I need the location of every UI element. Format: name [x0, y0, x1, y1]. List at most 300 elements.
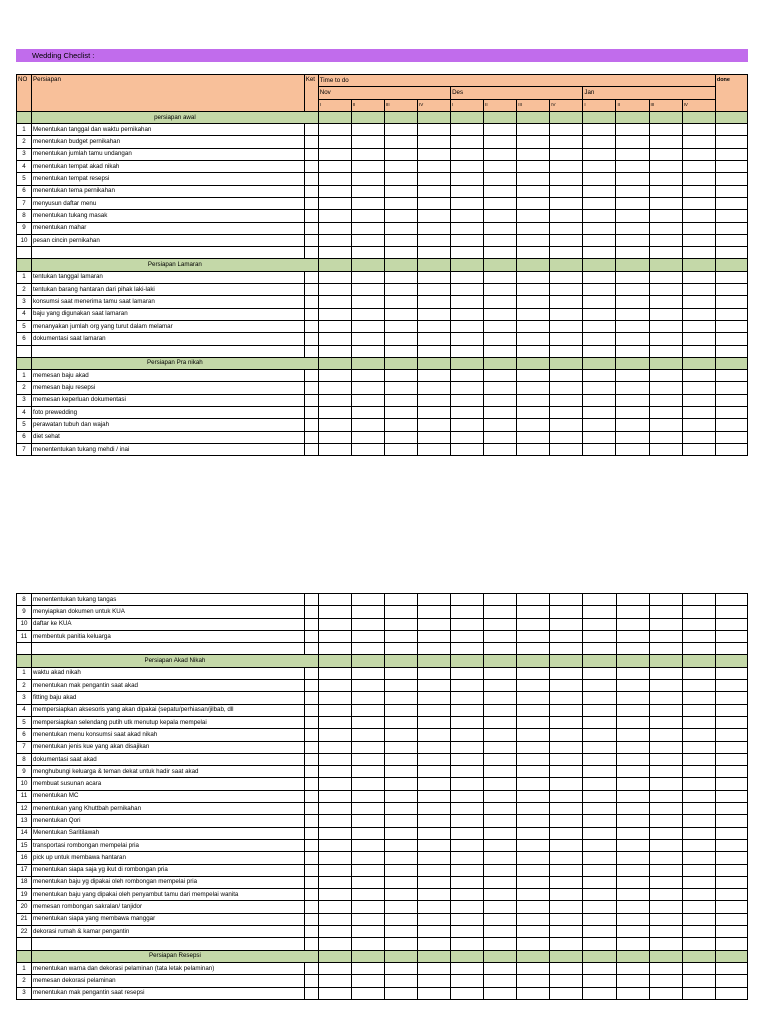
task-week-cell — [517, 778, 550, 790]
task-week-cell — [384, 643, 417, 655]
task-week-cell — [351, 333, 384, 345]
task-week-cell — [418, 975, 451, 987]
task-row — [17, 729, 748, 741]
task-week-cell — [517, 222, 550, 234]
task-row — [17, 630, 748, 642]
task-week-cell — [649, 975, 682, 987]
task-week-cell — [550, 173, 583, 185]
task-text: foto prewedding — [32, 407, 305, 419]
task-week-cell — [616, 889, 649, 901]
task-week-cell — [484, 185, 517, 197]
task-week-cell — [451, 852, 484, 864]
task-row — [17, 370, 748, 382]
task-week-cell — [583, 320, 616, 332]
task-number: 6 — [17, 185, 32, 197]
task-week-cell — [682, 394, 715, 406]
task-week-cell — [484, 308, 517, 320]
task-row — [17, 766, 748, 778]
task-week-cell — [351, 618, 384, 630]
section-cell — [517, 111, 550, 123]
task-row — [17, 803, 748, 815]
task-week-cell — [649, 667, 682, 679]
task-week-cell — [616, 594, 649, 606]
task-text: baju yang digunakan saat lamaran — [32, 308, 305, 320]
task-week-cell — [616, 296, 649, 308]
task-week-cell — [384, 630, 417, 642]
header-week: I — [451, 99, 484, 111]
task-week-cell — [351, 803, 384, 815]
task-week-cell — [484, 692, 517, 704]
task-week-cell — [550, 630, 583, 642]
task-week-cell — [517, 680, 550, 692]
task-week-cell — [384, 320, 417, 332]
task-done-cell — [715, 864, 747, 876]
task-week-cell — [318, 197, 351, 209]
task-week-cell — [351, 815, 384, 827]
task-row — [17, 210, 748, 222]
task-week-cell — [318, 975, 351, 987]
task-week-cell — [384, 766, 417, 778]
task-week-cell — [384, 161, 417, 173]
task-text: konsumsi saat menerima tamu saat lamaran — [32, 296, 305, 308]
task-number: 10 — [17, 234, 32, 246]
task-done-cell — [715, 827, 747, 839]
task-week-cell — [451, 394, 484, 406]
task-week-cell — [682, 729, 715, 741]
task-week-cell — [682, 913, 715, 925]
section-cell — [451, 655, 484, 667]
task-week-cell — [583, 962, 616, 974]
task-week-cell — [583, 753, 616, 765]
task-week-cell — [384, 876, 417, 888]
task-week-cell — [384, 606, 417, 618]
task-week-cell — [484, 680, 517, 692]
task-row — [17, 443, 748, 455]
task-ket-cell — [304, 407, 318, 419]
task-week-cell — [451, 864, 484, 876]
task-week-cell — [484, 333, 517, 345]
section-cell — [384, 950, 417, 962]
task-week-cell — [451, 913, 484, 925]
task-text: memesan dekorasi pelaminan — [32, 975, 305, 987]
task-number: 7 — [17, 443, 32, 455]
task-week-cell — [682, 234, 715, 246]
task-row — [17, 901, 748, 913]
task-week-cell — [583, 419, 616, 431]
task-week-cell — [417, 185, 450, 197]
task-done-cell — [715, 962, 747, 974]
task-week-cell — [649, 753, 682, 765]
task-week-cell — [517, 407, 550, 419]
task-week-cell — [517, 766, 550, 778]
task-week-cell — [484, 284, 517, 296]
task-week-cell — [318, 852, 351, 864]
task-week-cell — [351, 431, 384, 443]
task-week-cell — [682, 901, 715, 913]
task-ket-cell — [304, 333, 318, 345]
task-number: 1 — [17, 124, 32, 136]
task-week-cell — [318, 271, 351, 283]
task-week-cell — [583, 643, 616, 655]
task-week-cell — [318, 370, 351, 382]
task-week-cell — [484, 345, 517, 357]
task-week-cell — [318, 803, 351, 815]
task-week-cell — [616, 271, 649, 283]
task-week-cell — [418, 704, 451, 716]
task-week-cell — [318, 938, 351, 950]
task-week-cell — [649, 962, 682, 974]
task-row — [17, 827, 748, 839]
task-ket-cell — [304, 729, 318, 741]
task-week-cell — [417, 308, 450, 320]
task-done-cell — [715, 741, 747, 753]
task-week-cell — [351, 594, 384, 606]
task-week-cell — [550, 987, 583, 999]
task-week-cell — [351, 222, 384, 234]
task-week-cell — [318, 913, 351, 925]
task-week-cell — [583, 431, 616, 443]
task-week-cell — [616, 766, 649, 778]
task-week-cell — [484, 148, 517, 160]
task-number: 8 — [17, 594, 32, 606]
task-ket-cell — [304, 864, 318, 876]
task-week-cell — [318, 962, 351, 974]
task-week-cell — [318, 594, 351, 606]
task-number: 8 — [17, 210, 32, 222]
task-week-cell — [484, 864, 517, 876]
task-week-cell — [484, 161, 517, 173]
task-week-cell — [351, 839, 384, 851]
task-week-cell — [616, 913, 649, 925]
title-bar — [16, 49, 748, 62]
section-no-cell — [17, 259, 32, 271]
task-week-cell — [616, 815, 649, 827]
section-cell — [583, 950, 616, 962]
task-number: 3 — [17, 692, 32, 704]
task-week-cell — [451, 938, 484, 950]
task-ket-cell — [304, 606, 318, 618]
task-week-cell — [682, 284, 715, 296]
task-week-cell — [517, 419, 550, 431]
task-week-cell — [517, 345, 550, 357]
section-cell — [649, 111, 682, 123]
task-week-cell — [682, 370, 715, 382]
task-week-cell — [550, 271, 583, 283]
sheet-title: Wedding Checlist : — [32, 51, 95, 60]
task-week-cell — [417, 124, 450, 136]
task-done-cell — [715, 234, 747, 246]
task-text: membuat susunan acara — [32, 778, 305, 790]
task-week-cell — [649, 889, 682, 901]
task-week-cell — [484, 407, 517, 419]
task-week-cell — [451, 667, 484, 679]
task-ket-cell — [304, 827, 318, 839]
task-week-cell — [550, 729, 583, 741]
task-week-cell — [583, 247, 616, 259]
task-week-cell — [616, 419, 649, 431]
task-week-cell — [451, 987, 484, 999]
task-week-cell — [318, 667, 351, 679]
task-week-cell — [550, 394, 583, 406]
task-text: menentukan jumlah tamu undangan — [32, 148, 305, 160]
section-cell — [682, 655, 715, 667]
task-row — [17, 962, 748, 974]
task-week-cell — [318, 284, 351, 296]
task-done-cell — [715, 778, 747, 790]
task-week-cell — [583, 594, 616, 606]
task-number: 9 — [17, 766, 32, 778]
section-cell — [384, 655, 417, 667]
task-number — [17, 938, 32, 950]
task-week-cell — [550, 345, 583, 357]
task-week-cell — [484, 815, 517, 827]
task-week-cell — [649, 692, 682, 704]
task-week-cell — [417, 247, 450, 259]
task-week-cell — [682, 766, 715, 778]
header-month: Nov — [318, 87, 450, 99]
task-week-cell — [517, 333, 550, 345]
task-text: mempersiapkan aksesoris yang akan dipakai (sepatu/perhiasan/jilbab, dll — [32, 704, 305, 716]
checklist-table-page-2 — [16, 593, 748, 1000]
task-week-cell — [484, 889, 517, 901]
section-cell — [517, 259, 550, 271]
header-week: III — [384, 99, 417, 111]
task-week-cell — [351, 975, 384, 987]
task-week-cell — [418, 766, 451, 778]
task-week-cell — [384, 197, 417, 209]
task-week-cell — [649, 271, 682, 283]
task-done-cell — [715, 876, 747, 888]
task-week-cell — [550, 296, 583, 308]
task-week-cell — [550, 716, 583, 728]
task-text: menentukan mak pengantin saat resepsi — [32, 987, 305, 999]
task-row — [17, 382, 748, 394]
task-week-cell — [384, 741, 417, 753]
task-number: 20 — [17, 901, 32, 913]
section-row — [17, 259, 748, 271]
task-week-cell — [417, 197, 450, 209]
task-week-cell — [351, 284, 384, 296]
task-week-cell — [417, 382, 450, 394]
task-number: 2 — [17, 975, 32, 987]
section-cell — [351, 111, 384, 123]
task-done-cell — [715, 136, 747, 148]
section-cell — [318, 357, 351, 369]
task-week-cell — [682, 124, 715, 136]
task-week-cell — [649, 333, 682, 345]
task-week-cell — [451, 803, 484, 815]
task-week-cell — [682, 753, 715, 765]
task-week-cell — [517, 431, 550, 443]
task-number: 18 — [17, 876, 32, 888]
task-week-cell — [616, 975, 649, 987]
task-week-cell — [451, 161, 484, 173]
task-row — [17, 222, 748, 234]
task-week-cell — [517, 815, 550, 827]
task-week-cell — [351, 320, 384, 332]
task-week-cell — [318, 333, 351, 345]
task-week-cell — [318, 247, 351, 259]
section-cell — [484, 950, 517, 962]
task-week-cell — [649, 419, 682, 431]
task-week-cell — [318, 753, 351, 765]
task-week-cell — [384, 345, 417, 357]
section-title: persiapan awal — [32, 111, 319, 123]
task-week-cell — [351, 443, 384, 455]
task-week-cell — [550, 975, 583, 987]
task-week-cell — [682, 210, 715, 222]
task-week-cell — [451, 308, 484, 320]
task-text: menentukan tukang masak — [32, 210, 305, 222]
task-done-cell — [715, 938, 747, 950]
task-week-cell — [550, 618, 583, 630]
task-number: 2 — [17, 136, 32, 148]
task-week-cell — [384, 594, 417, 606]
task-week-cell — [418, 864, 451, 876]
task-week-cell — [351, 630, 384, 642]
task-week-cell — [418, 643, 451, 655]
task-week-cell — [616, 643, 649, 655]
task-week-cell — [616, 394, 649, 406]
task-week-cell — [583, 704, 616, 716]
task-done-cell — [715, 443, 747, 455]
header-ket: Ket — [304, 75, 318, 112]
task-week-cell — [517, 618, 550, 630]
task-number: 10 — [17, 618, 32, 630]
task-week-cell — [682, 606, 715, 618]
task-week-cell — [451, 901, 484, 913]
task-text: menentukan siapa yang membawa manggar — [32, 913, 305, 925]
task-week-cell — [649, 284, 682, 296]
task-week-cell — [384, 852, 417, 864]
task-week-cell — [517, 864, 550, 876]
task-week-cell — [616, 827, 649, 839]
task-week-cell — [451, 185, 484, 197]
task-ket-cell — [304, 716, 318, 728]
section-cell — [715, 655, 747, 667]
task-week-cell — [517, 161, 550, 173]
task-week-cell — [583, 407, 616, 419]
task-text: perawatan tubuh dan wajah — [32, 419, 305, 431]
task-week-cell — [616, 692, 649, 704]
task-week-cell — [484, 827, 517, 839]
section-cell — [484, 259, 517, 271]
section-cell — [451, 357, 484, 369]
task-week-cell — [649, 630, 682, 642]
task-text: menghubungi keluarga & teman dekat untuk hadir saat akad — [32, 766, 305, 778]
section-cell — [484, 111, 517, 123]
task-week-cell — [418, 987, 451, 999]
task-week-cell — [517, 852, 550, 864]
task-week-cell — [384, 864, 417, 876]
task-week-cell — [649, 827, 682, 839]
task-week-cell — [484, 210, 517, 222]
task-week-cell — [451, 876, 484, 888]
task-done-cell — [715, 333, 747, 345]
task-text: Menentukan Saritilawah — [32, 827, 305, 839]
task-week-cell — [484, 431, 517, 443]
header-week: I — [318, 99, 351, 111]
task-week-cell — [682, 926, 715, 938]
task-week-cell — [682, 594, 715, 606]
task-week-cell — [318, 161, 351, 173]
task-done-cell — [715, 148, 747, 160]
task-week-cell — [517, 284, 550, 296]
task-week-cell — [583, 716, 616, 728]
task-week-cell — [517, 606, 550, 618]
task-week-cell — [517, 926, 550, 938]
task-week-cell — [550, 594, 583, 606]
task-week-cell — [318, 864, 351, 876]
task-week-cell — [682, 320, 715, 332]
task-week-cell — [484, 370, 517, 382]
task-week-cell — [384, 296, 417, 308]
task-text: menentukan mahar — [32, 222, 305, 234]
task-ket-cell — [304, 938, 318, 950]
task-row — [17, 407, 748, 419]
task-week-cell — [682, 643, 715, 655]
task-number: 3 — [17, 296, 32, 308]
task-number: 1 — [17, 271, 32, 283]
task-week-cell — [484, 716, 517, 728]
task-done-cell — [715, 271, 747, 283]
task-week-cell — [484, 938, 517, 950]
task-week-cell — [550, 962, 583, 974]
task-done-cell — [715, 394, 747, 406]
task-week-cell — [583, 901, 616, 913]
task-week-cell — [616, 606, 649, 618]
task-week-cell — [318, 407, 351, 419]
task-week-cell — [550, 124, 583, 136]
task-week-cell — [682, 864, 715, 876]
task-week-cell — [351, 790, 384, 802]
task-week-cell — [417, 222, 450, 234]
task-number: 1 — [17, 962, 32, 974]
task-ket-cell — [304, 185, 318, 197]
task-week-cell — [384, 333, 417, 345]
task-week-cell — [682, 185, 715, 197]
task-week-cell — [384, 716, 417, 728]
task-week-cell — [517, 594, 550, 606]
task-done-cell — [715, 594, 747, 606]
section-cell — [351, 950, 384, 962]
task-week-cell — [583, 815, 616, 827]
task-week-cell — [451, 382, 484, 394]
task-week-cell — [451, 320, 484, 332]
task-week-cell — [682, 161, 715, 173]
task-number: 9 — [17, 606, 32, 618]
task-text — [32, 643, 305, 655]
task-week-cell — [451, 753, 484, 765]
task-week-cell — [418, 741, 451, 753]
task-week-cell — [583, 667, 616, 679]
task-week-cell — [649, 790, 682, 802]
task-row — [17, 913, 748, 925]
section-cell — [384, 357, 417, 369]
task-week-cell — [682, 667, 715, 679]
section-cell — [583, 111, 616, 123]
task-week-cell — [318, 766, 351, 778]
task-week-cell — [583, 864, 616, 876]
task-week-cell — [451, 148, 484, 160]
header-done: done — [715, 75, 747, 112]
task-week-cell — [550, 370, 583, 382]
task-week-cell — [451, 975, 484, 987]
task-row — [17, 185, 748, 197]
task-week-cell — [583, 975, 616, 987]
task-week-cell — [550, 643, 583, 655]
task-week-cell — [451, 370, 484, 382]
